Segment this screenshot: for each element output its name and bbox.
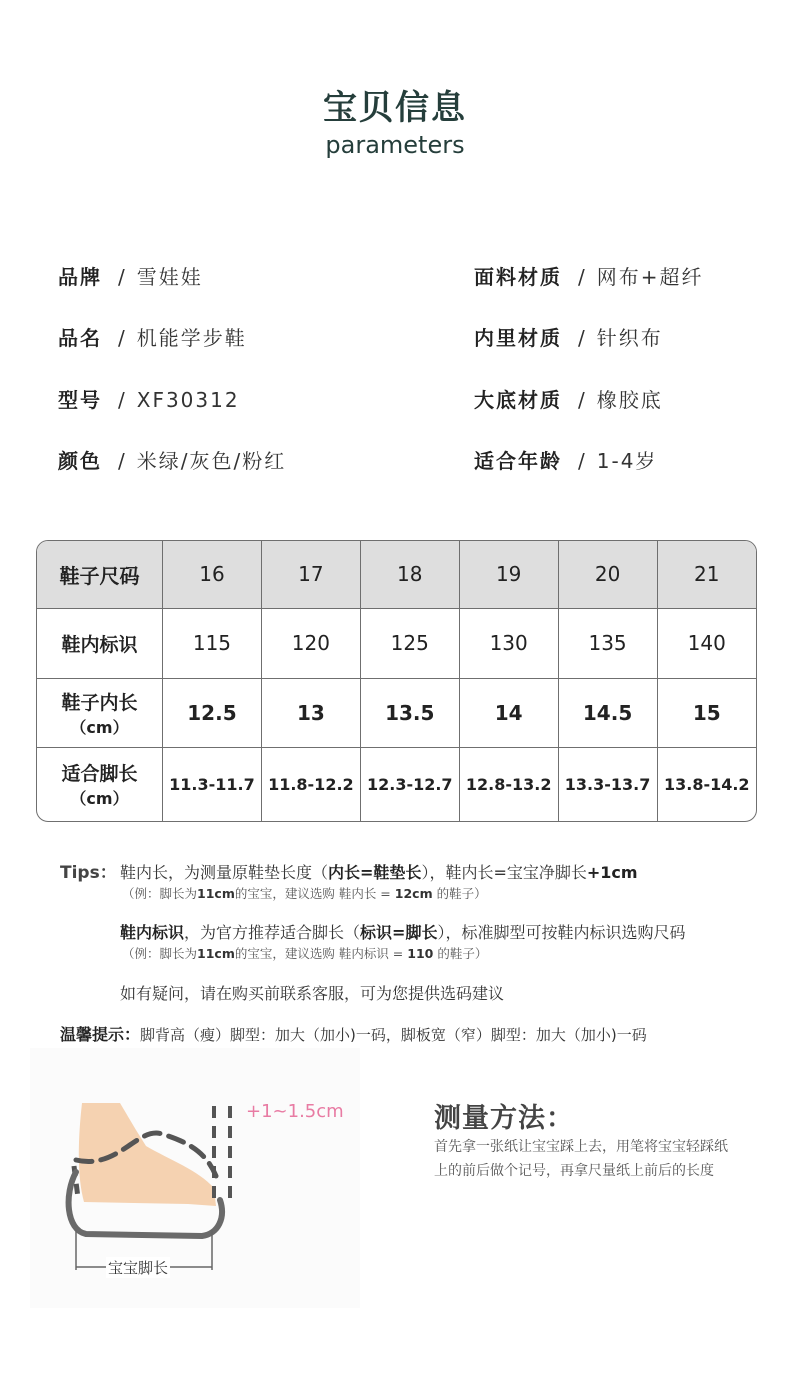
param-lining-material — [474, 325, 663, 351]
param-key: 型号 — [58, 388, 102, 412]
param-age — [474, 448, 657, 474]
tip-emphasis: 内长=鞋垫长 — [328, 863, 422, 882]
tip-line-size-marker — [120, 920, 685, 943]
tip-text: 的宝宝，建议选购 鞋内标识 = — [234, 946, 408, 961]
page-subtitle: parameters — [325, 131, 465, 159]
table-cell: 11.3-11.7 — [163, 747, 262, 821]
param-brand — [58, 264, 203, 290]
warm-tip-label: 温馨提示： — [60, 1025, 141, 1044]
measure-text: 首先拿一张纸让宝宝踩上去，用笔将宝宝轻踩纸上的前后做个记号，再拿尺量纸上前后的长度 — [434, 1139, 728, 1179]
tip-text: 的宝宝，建议选购 鞋内长 = — [234, 886, 395, 901]
param-separator: / — [118, 326, 127, 350]
tip-text: 的鞋子） — [433, 946, 488, 961]
tip-emphasis: 11cm — [197, 886, 235, 901]
tip-emphasis: 标识=脚长 — [360, 923, 438, 942]
size-cell: 16 — [163, 541, 262, 608]
page-title: 宝贝信息 — [323, 88, 467, 128]
param-key: 颜色 — [58, 449, 102, 473]
table-cell: 14 — [459, 678, 558, 747]
row-label-unit: （cm） — [70, 789, 129, 809]
param-separator: / — [118, 388, 127, 412]
table-cell: 15 — [657, 678, 756, 747]
table-row — [37, 608, 756, 678]
param-key: 品名 — [58, 326, 102, 350]
tip-example-size-marker — [122, 944, 487, 962]
tip-example-inner-length — [122, 884, 487, 902]
table-cell: 11.8-12.2 — [261, 747, 360, 821]
size-table — [36, 540, 757, 822]
param-key: 品牌 — [58, 265, 102, 289]
tip-emphasis: +1cm — [586, 863, 638, 882]
param-key: 适合年龄 — [474, 449, 562, 473]
param-model — [58, 387, 240, 413]
tip-emphasis: 11cm — [197, 946, 235, 961]
param-value: 1-4岁 — [596, 449, 658, 473]
tip-text: ），标准脚型可按鞋内标识选购尺码 — [437, 923, 686, 942]
param-separator: / — [578, 388, 587, 412]
param-value: 橡胶底 — [596, 388, 663, 412]
table-cell: 13.8-14.2 — [657, 747, 756, 821]
tip-text: ，为官方推荐适合脚长（ — [184, 923, 361, 942]
row-label — [37, 678, 163, 747]
tip-text: 的鞋子） — [432, 886, 487, 901]
param-key: 大底材质 — [474, 388, 562, 412]
warm-tip-text: 脚背高（瘦）脚型：加大（加小)一码，脚板宽（窄）脚型：加大（加小)一码 — [140, 1026, 647, 1044]
param-value: XF30312 — [136, 388, 240, 412]
table-header-label: 鞋子尺码 — [37, 541, 163, 608]
tip-emphasis: 110 — [407, 946, 434, 961]
table-cell: 13 — [261, 678, 360, 747]
param-separator: / — [578, 326, 587, 350]
row-label-text: 适合脚长 — [61, 763, 138, 786]
param-upper-material — [474, 264, 704, 290]
param-value: 雪娃娃 — [136, 265, 203, 289]
table-cell: 120 — [261, 608, 360, 678]
table-cell: 135 — [558, 608, 657, 678]
foot-length-label: 宝宝脚长 — [108, 1259, 169, 1277]
table-cell: 12.5 — [163, 678, 262, 747]
param-value: 米绿/灰色/粉红 — [136, 449, 287, 473]
tip-line-contact: 如有疑问，请在购买前联系客服，可为您提供选码建议 — [120, 984, 505, 1003]
table-cell: 13.5 — [360, 678, 459, 747]
param-value: 机能学步鞋 — [136, 326, 247, 350]
size-cell: 21 — [657, 541, 756, 608]
param-separator: / — [118, 265, 127, 289]
param-separator: / — [578, 265, 587, 289]
table-row — [37, 678, 756, 747]
tip-text: （例：脚长为 — [122, 946, 198, 961]
table-cell: 14.5 — [558, 678, 657, 747]
param-value: 针织布 — [596, 326, 663, 350]
table-header-row — [37, 541, 756, 608]
page-header — [0, 88, 790, 160]
warm-tip — [60, 1022, 647, 1045]
table-cell: 140 — [657, 608, 756, 678]
table-row — [37, 747, 756, 821]
tip-emphasis: 12cm — [394, 886, 433, 901]
param-separator: / — [118, 449, 127, 473]
table-cell: 12.8-13.2 — [459, 747, 558, 821]
tip-text: （例：脚长为 — [122, 886, 198, 901]
param-value: 网布+超纤 — [596, 265, 704, 289]
row-label-unit: （cm） — [70, 717, 129, 737]
param-key: 面料材质 — [474, 265, 562, 289]
tip-line-inner-length — [120, 860, 638, 883]
table-cell: 125 — [360, 608, 459, 678]
param-sole-material — [474, 387, 663, 413]
measure-title: 测量方法： — [434, 1103, 574, 1134]
param-separator: / — [578, 449, 587, 473]
foot-measure-illustration — [30, 1048, 360, 1308]
row-label — [37, 747, 163, 821]
table-cell: 130 — [459, 608, 558, 678]
size-cell: 17 — [261, 541, 360, 608]
param-product-name — [58, 325, 247, 351]
table-cell: 115 — [163, 608, 262, 678]
tips-label: Tips： — [60, 863, 117, 883]
param-color — [58, 448, 286, 474]
row-label-text: 鞋子内长 — [61, 691, 138, 714]
tip-text: ），鞋内长=宝宝净脚长 — [421, 863, 587, 882]
tip-text: 鞋内长，为测量原鞋垫长度（ — [120, 863, 329, 882]
size-cell: 20 — [558, 541, 657, 608]
tip-emphasis: 鞋内标识 — [120, 923, 185, 942]
row-label: 鞋内标识 — [37, 608, 163, 678]
size-cell: 19 — [459, 541, 558, 608]
table-cell: 13.3-13.7 — [558, 747, 657, 821]
allowance-label: +1~1.5cm — [246, 1101, 344, 1122]
table-cell: 12.3-12.7 — [360, 747, 459, 821]
param-key: 内里材质 — [474, 326, 562, 350]
size-cell: 18 — [360, 541, 459, 608]
